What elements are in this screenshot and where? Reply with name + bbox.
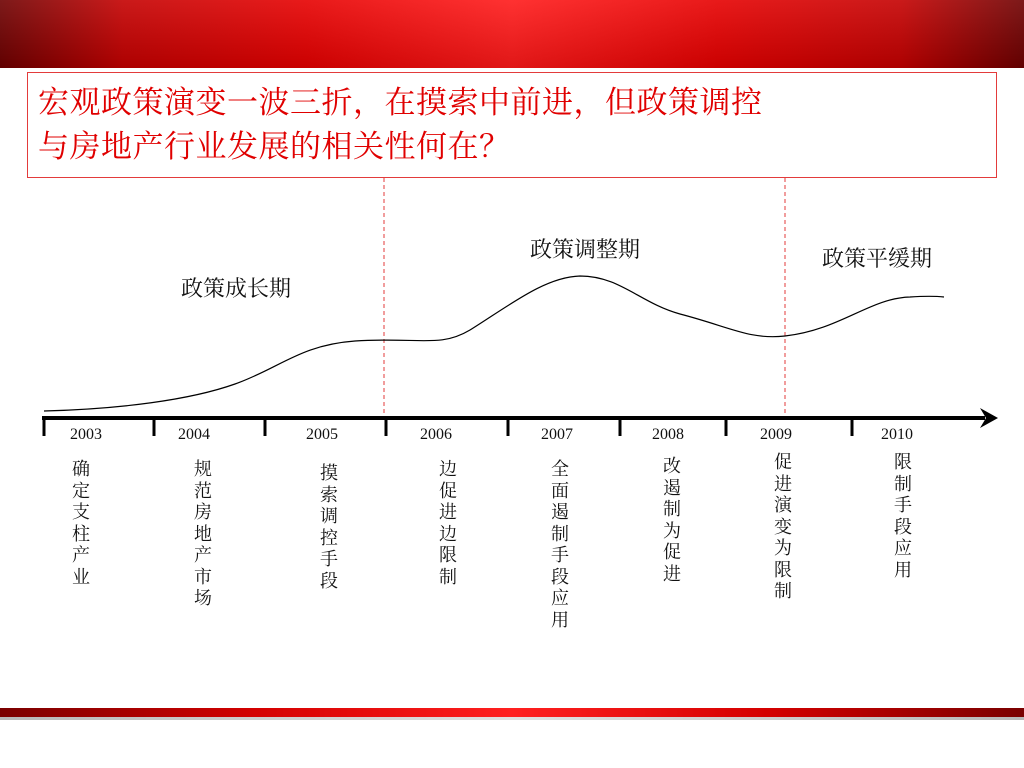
year-label-2006: 2006 [420,426,452,443]
year-desc-2008: 改遏制为促进 [663,456,681,585]
year-label-2005: 2005 [306,426,338,443]
year-desc-2007: 全面遏制手段应用 [551,459,569,631]
phase-label-growth: 政策成长期 [181,277,292,302]
footer-bar [0,708,1024,717]
phase-label-stable: 政策平缓期 [822,247,933,272]
title-line-1: 宏观政策演变一波三折，在摸索中前进，但政策调控 [38,85,763,121]
year-desc-2004: 规范房地产市场 [194,459,212,609]
year-desc-2009: 促进演变为限制 [774,452,792,602]
policy-trend-curve [44,276,944,411]
year-label-2008: 2008 [652,426,684,443]
year-desc-2005: 摸索调控手段 [320,463,338,592]
year-label-2003: 2003 [70,426,102,443]
footer-bar-shadow [0,717,1024,720]
year-desc-2006: 边促进边限制 [439,459,457,588]
year-label-2009: 2009 [760,426,792,443]
year-label-2004: 2004 [178,426,210,443]
phase-label-adjustment: 政策调整期 [530,238,641,263]
year-label-2010: 2010 [881,426,913,443]
year-label-2007: 2007 [541,426,573,443]
year-desc-2003: 确定支柱产业 [72,459,90,588]
year-desc-2010: 限制手段应用 [894,452,912,581]
title-line-2: 与房地产行业发展的相关性何在？ [38,129,511,165]
